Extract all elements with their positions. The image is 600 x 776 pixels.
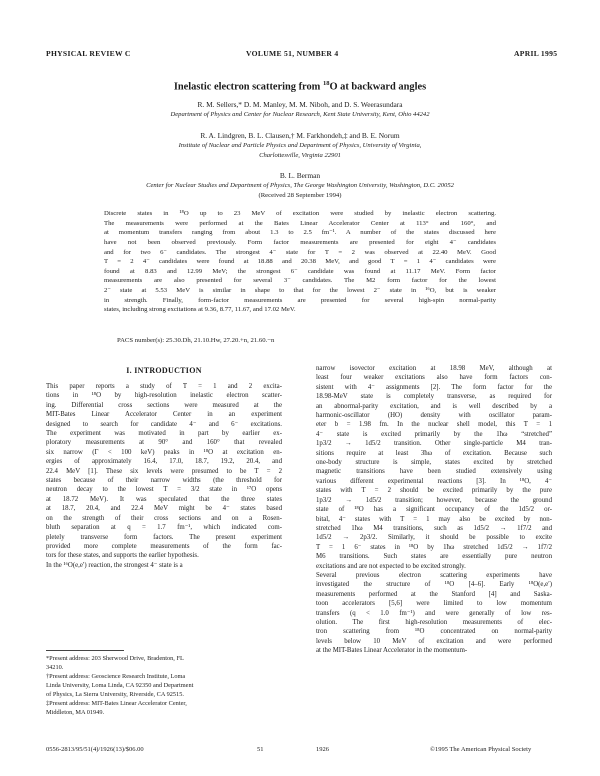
volume-number: VOLUME 51, NUMBER 4 [246,49,339,58]
right-column-line: narrow isovector excitation at 18.98 MeV, although at [316,365,552,372]
right-column-line: stretched 1ħω M4 transitions, such as 1d5/2 → 1f7/2 and [316,524,552,532]
right-column-line: at the MIT-Bates Linear Accelerator in the momentum- [316,647,468,655]
abstract-line: T = 2 4⁻ candidates were found at 18.88 and 20.38 MeV, and good T = 1 4⁻ candidates were [104,258,496,266]
left-column-line: at 18.7, 20.4, and 22.4 MeV might be 4⁻ states based [46,505,282,513]
left-column-line: In the ¹⁶O(e,e′) reaction, the strongest 4⁻ state is a [46,561,183,569]
footnote-line: of Physics, La Sierra University, Riverside, CA 92515. [46,690,184,698]
footer-page-number: 1926 [316,746,329,753]
left-column-line: The experiment was motivated in part by earlier ex- [46,430,282,438]
right-column-line: one-body structure is simple, states excited by stretched [316,459,552,467]
abstract-line: 2⁻ state at 5.53 MeV is similar in shape to that for the lowest 2⁻ state in ¹⁶O, but is weaker [104,287,496,295]
left-column-line: tors for these states, and supports the earlier hypothesis. [46,552,199,560]
title-prefix: Inelastic electron scattering from [173,81,323,93]
left-column-line: bluth separation at q = 1.7 fm⁻¹, which indicated com- [46,524,282,532]
left-column-line: tions in ¹⁸O by high-resolution inelastic electron scatter- [46,392,282,400]
footnote-line: Linda University, Loma Linda, CA 92350 and Department [46,681,194,689]
footnote-line: 34210. [46,663,64,671]
abstract-line: Discrete states in ¹⁸O up to 23 MeV of excitation were studied by inelastic electron scattering. [104,210,496,217]
right-column-line: measurements performed at the Stanford [4] and Saska- [316,590,552,598]
right-column-line: 1p3/2 → 1d5/2 transition. Other single-particle M4 tran- [316,440,552,448]
left-column-line: ing. Differential cross sections were measured at the [46,401,282,409]
left-column-line: six narrow (Γ < 100 keV) peaks in ¹⁸O at excitation en- [46,448,282,456]
right-column-line: transfers (q < 1.0 fm⁻¹) and were generally of low res- [316,609,552,617]
footer-column-number: 51 [257,746,264,753]
right-column-line: investigated the structure of ¹⁸O [4–6]. Early ¹⁸O(e,e′) [316,581,552,589]
abstract-line: at momentum transfers ranging from about 1.3 to 2.5 fm⁻¹. A number of the states discussed here [104,229,496,237]
right-column-line: least four weaker excitations also have form factors con- [316,374,552,382]
left-column-line: This paper reports a study of T = 1 and 2 excita- [46,383,282,390]
title-isotope-mass: 18 [322,80,330,87]
abstract-line: measurements are also presented for several 3⁻ candidates. The M2 form factor for the lowest [104,277,496,285]
abstract-line: found at 8.83 and 12.99 MeV; the strongest 6⁻ candidate was found at 11.17 MeV. Form factor [104,267,496,275]
pacs-numbers: PACS number(s): 25.30.Dh, 21.10.Hw, 27.20.+n, 21.60.−n [117,337,275,344]
left-column-text [46,382,282,570]
left-column-line: at 18.72 MeV). It was speculated that the three states [46,495,282,503]
right-column-line: olution. The first high-resolution measurements of elec- [316,618,552,626]
right-column-line: tron scattering from ¹⁸O concentrated on normal-parity [316,628,552,636]
left-column-line: on the strength of their cross sections and on a Rosen- [46,514,282,522]
left-column-line: ergies of approximately 16.4, 17.0, 18.7, 19.2, 20.4, and [46,458,282,466]
title-suffix: O at backward angles [329,81,427,93]
section-heading: I. INTRODUCTION [126,366,202,375]
footnote-line: †Present address: Geoscience Research Institute, Loma [46,672,186,680]
right-column-line: levels below 10 MeV of excitation and were performed [316,637,552,645]
left-column-line: MIT-Bates Linear Accelerator Center in an experiment [46,411,282,419]
received-date: (Received 28 September 1994) [258,192,342,199]
article-title [0,80,600,92]
right-column-line: 4⁻ state is excited primarily by the 1ħω “stretched” [316,430,552,438]
right-column-line: magnetic transitions have been studied extensively using [316,468,552,476]
right-column-line: 1p3/2 → 1d5/2 transition; however, because the ground [316,496,552,504]
left-column-line: designed to search for candidate 4⁻ and 6⁻ excitations. [46,420,282,428]
affiliation-kent-state: Department of Physics and Center for Nuclear Research, Kent State University, Kent, Ohio 44242 [170,111,430,118]
right-column-line: toon accelerators [5,6] were limited to low momentum [316,600,552,608]
author-group-1: R. M. Sellers,* D. M. Manley, M. M. Niboh, and D. S. Weerasundara [197,100,403,109]
right-column-line: an abnormal-parity excitation, and is well described by a [316,402,552,410]
right-column-line: eter b = 1.98 fm. In the nuclear shell model, this T = 1 [316,421,552,429]
abstract-line: in strength. Finally, form-factor measurements are presented for several high-spin normal-parity [104,296,496,304]
footnote-line: *Present address: 203 Sherwood Drive, Bradenton, FL [46,655,184,662]
left-column-line: 22.4 MeV [1]. These six levels were presumed to be T = 2 [46,467,282,475]
affiliation-george-washington: Center for Nuclear Studies and Department of Physics, The George Washington University, Washington, D.C. 20052 [146,182,454,189]
author-group-2: R. A. Lindgren, B. L. Clausen,† M. Farkhondeh,‡ and B. E. Norum [200,131,400,140]
abstract [104,209,496,315]
abstract-line: and for two 6⁻ candidates. The strongest 4⁻ state for T = 2 was observed at 22.40 MeV. Good [104,248,496,256]
right-column-line: sitions require at least 3ħω of excitation. Because such [316,449,552,457]
right-column-line: 1d5/2 → 2p3/2. Similarly, it should be possible to excite [316,534,552,542]
right-column-line: state of ¹⁸O has a significant occupancy of the 1d5/2 or- [316,506,552,514]
right-column-line: Several previous electron scattering experiments have [316,571,552,579]
left-column-line: pletely transverse form factors. The present experiment [46,533,282,541]
affiliation-virginia-line-1: Institute of Nuclear and Particle Physics and Department of Physics, University of Virginia, [178,142,422,149]
right-column-line: T = 1 6⁻ states in ¹⁸O by 1ħω stretched 1d5/2 → 1f7/2 [316,543,552,551]
author-group-3: B. L. Berman [279,171,321,180]
footnote-line: ‡Present address: MIT-Bates Linear Accelerator Center, [46,699,187,707]
abstract-line: states, including strong excitations at 9.36, 8.77, 11.67, and 17.02 MeV. [104,306,296,314]
footer-code: 0556-2813/95/51(4)/1926(13)/$06.00 [46,746,144,753]
issue-date: APRIL 1995 [514,49,558,58]
right-column-line: 18.98-MeV state is completely transverse, as required for [316,393,552,401]
right-column-line: excitations and are not expected to be excited strongly. [316,562,466,570]
right-column-line: harmonic-oscillator (HO) density with oscillator param- [316,412,552,420]
abstract-line: have not been observed previously. Form factor measurements are presented for eight 4⁻ candidates [104,238,496,246]
left-column-line: neutron decay to the lowest T = 3/2 state in ¹⁷O opens [46,486,282,494]
right-column-line: states with T = 2 should be excited primarily by the pure [316,487,552,495]
journal-name: PHYSICAL REVIEW C [46,49,131,58]
left-column-line: provided more complete measurements of the form fac- [46,542,282,550]
abstract-line: The measurements were performed at the Bates Linear Accelerator Center at 113° and 160°, and [104,219,496,227]
left-column-line: states because of their narrow widths (the threshold for [46,477,282,485]
footnote-line: Middleton, MA 01949. [46,708,105,716]
footnote-rule [46,650,124,651]
affiliation-virginia-line-2: Charlottesville, Virginia 22901 [259,152,341,159]
footnotes [46,655,282,718]
right-column-line: sistent with 4⁻ assignments [2]. The form factor for the [316,383,552,391]
right-column-line: M6 transitions. Such states are essentially pure neutron [316,553,552,561]
right-column-line: bital, 4⁻ states with T = 1 may also be excited by non- [316,515,552,523]
right-column-text [316,364,552,656]
left-column-line: ploratory measurements at 90° and 160° that revealed [46,439,282,447]
footer-copyright: ©1995 The American Physical Society [430,746,532,753]
right-column-line: various different experimental reactions [3]. In ¹⁸O, 4⁻ [316,477,552,485]
